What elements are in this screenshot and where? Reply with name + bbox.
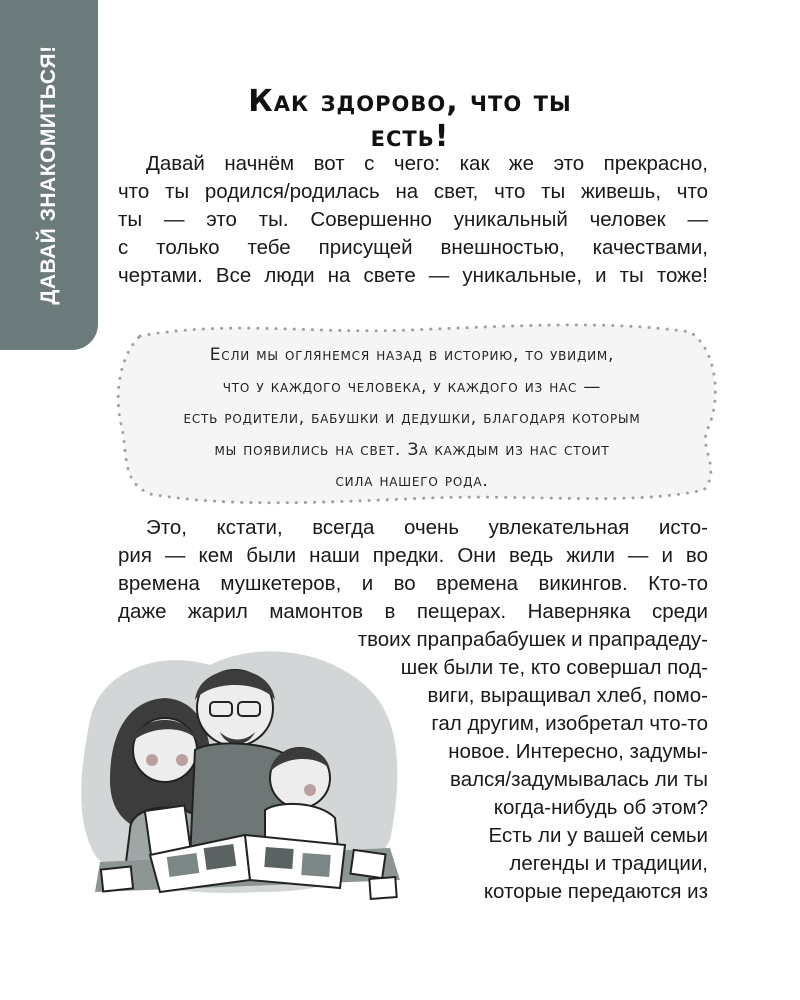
quote-line: есть родители, бабушки и дедушки, благодаря которым [183, 408, 641, 428]
text-line: даже жарил мамонтов в пещерах. Наверняка среди [118, 600, 708, 623]
text-line: Есть ли у вашей семьи [488, 824, 708, 847]
quote-line: мы появились на свет. За каждым из нас стоит [214, 439, 610, 460]
page-title: Как здорово, что ты есть! [248, 84, 572, 154]
text-line: шек были те, кто совершал под- [400, 656, 708, 679]
text-line: которые передаются из [483, 880, 708, 903]
text-line: с только тебе присущей внешностью, качествами, [118, 236, 708, 259]
intro-paragraph [118, 150, 708, 290]
history-paragraph [118, 514, 708, 626]
text-line: что ты родился/родилась на свет, что ты живешь, что [118, 180, 708, 203]
family-photo-album-illustration [70, 630, 410, 905]
quote-text [132, 340, 692, 498]
quote-line: что у каждого человека, у каждого из нас — [222, 376, 602, 397]
text-line: когда-нибудь об этом? [493, 796, 708, 819]
text-line: ты — это ты. Совершенно уникальный человек — [118, 208, 708, 231]
text-line: легенды и традиции, [509, 852, 708, 875]
quote-line: Если мы оглянемся назад в историю, то увидим, [209, 345, 615, 365]
section-tab [0, 0, 98, 350]
text-line: чертами. Все люди на свете — уникальные, и ты тоже! [118, 264, 708, 287]
quote-line: сила нашего рода. [335, 471, 489, 491]
text-line: Это, кстати, всегда очень увлекательная исто- [146, 516, 708, 539]
text-line: рия — кем были наши предки. Они ведь жили — и во [118, 544, 708, 567]
section-tab-label: ДАВАЙ ЗНАКОМИТЬСЯ! [37, 45, 60, 305]
text-line: вался/задумывалась ли ты [450, 768, 708, 791]
text-line: Давай начнём вот с чего: как же это прекрасно, [146, 152, 708, 175]
text-line: твоих прапрабабушек и прапрадеду- [357, 628, 708, 651]
text-line: новое. Интересно, задумы- [448, 740, 708, 763]
text-line: гал другим, изобретал что-то [431, 712, 708, 735]
text-line: времена мушкетеров, и во времена викингов. Кто-то [118, 572, 708, 595]
text-line: виги, выращивал хлеб, помо- [427, 684, 708, 707]
